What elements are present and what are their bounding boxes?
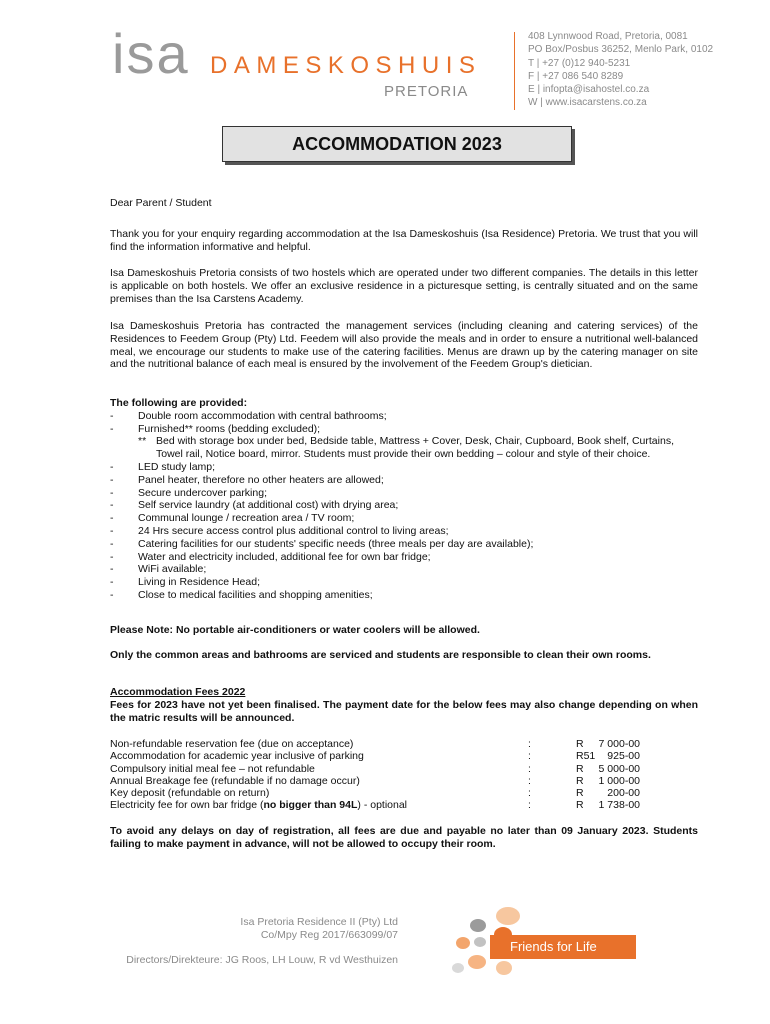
logo-isa: isa — [112, 22, 190, 85]
hostels-paragraph: Isa Dameskoshuis Pretoria consists of two hostels which are operated under two different companies. The details in this letter is applicable on both hostels. We offer an exclusive residence in a picturesque setting, is centrally situated and on the same premises than the Isa Carstens Academy. — [110, 267, 698, 305]
table-row: Electricity fee for own bar fridge (no bigger than 94L) - optional : R 1 738-00 — [110, 799, 640, 812]
fees-intro: Fees for 2023 have not yet been finalised. The payment date for the below fees may also change depending on when the matric results will be announced. — [110, 698, 698, 724]
list-item: - 24 Hrs secure access control plus additional control to living areas; — [110, 524, 449, 537]
contact-postal: PO Box/Posbus 36252, Menlo Park, 0102 — [528, 44, 714, 56]
contact-phone: T | +27 (0)12 940-5231 — [528, 57, 631, 69]
friends-for-life-banner: Friends for Life — [490, 935, 636, 959]
furnished-details: ** Bed with storage box under bed, Bedside table, Mattress + Cover, Desk, Chair, Cupboard, Book shelf, Curtains, Towel rail, Notice board, mirror. Students must provide their own bedding – colour and style of their choice. — [138, 435, 674, 461]
fees-heading: Accommodation Fees 2022 — [110, 686, 246, 698]
list-item: - Close to medical facilities and shopping amenities; — [110, 588, 373, 601]
provided-heading: The following are provided: — [110, 397, 248, 409]
intro-paragraph: Thank you for your enquiry regarding accommodation at the Isa Dameskoshuis (Isa Residence) Pretoria. We trust that you will find the information informative and helpful. — [110, 228, 698, 253]
table-row: Accommodation for academic year inclusive of parking : R51 925-00 — [110, 750, 640, 763]
contact-block — [528, 30, 713, 110]
contact-email[interactable]: E | infopta@isahostel.co.za — [528, 84, 650, 96]
management-paragraph: Isa Dameskoshuis Pretoria has contracted the management services (including cleaning and catering services) of the Residences to Feedem Group (Pty) Ltd. Feedem will also provide the meals and in order to ensure a nutritional well-balanced meal, we encourage our students to make use of the catering facilities. Menus are drawn up by the catering manager on site and the nutritional balance of each meal is ensured by the involvement of the Feedem Group's dietician. — [110, 320, 698, 371]
fees-section — [110, 686, 698, 724]
contact-fax: F | +27 086 540 8289 — [528, 70, 624, 82]
list-item: - LED study lamp; — [110, 460, 216, 473]
list-item: - Self service laundry (at additional cost) with drying area; — [110, 499, 399, 512]
contact-website[interactable]: W | www.isacarstens.co.za — [528, 97, 647, 109]
fees-table — [110, 738, 640, 812]
payment-deadline: To avoid any delays on day of registration, all fees are due and payable no later than 09 January 2023. Students failing to make payment in advance, will not be allowed to occupy their room. — [110, 825, 698, 850]
table-row: Key deposit (refundable on return) : R 200-00 — [110, 787, 640, 800]
logo-name: DAMESKOSHUIS — [210, 52, 482, 79]
list-item: - Double room accommodation with central bathrooms; — [110, 409, 387, 422]
footer-directors: Directors/Direkteure: JG Roos, LH Louw, R vd Westhuizen — [126, 954, 398, 966]
common-areas-note: Only the common areas and bathrooms are serviced and students are responsible to clean their own rooms. — [110, 649, 651, 661]
contact-divider — [514, 32, 515, 110]
list-item: - Secure undercover parking; — [110, 486, 267, 499]
page-title: ACCOMMODATION 2023 — [222, 126, 572, 162]
list-item: - Living in Residence Head; — [110, 576, 260, 589]
list-item: - Furnished** rooms (bedding excluded); — [110, 422, 321, 435]
list-item: - Catering facilities for our students' specific needs (three meals per day are available); — [110, 537, 534, 550]
salutation: Dear Parent / Student — [110, 197, 212, 209]
footer-company: Isa Pretoria Residence II (Pty) Ltd Co/Mpy Reg 2017/663099/07 — [240, 916, 398, 941]
table-row: Non-refundable reservation fee (due on acceptance) : R 7 000-00 — [110, 738, 640, 750]
contact-address: 408 Lynnwood Road, Pretoria, 0081 — [528, 31, 688, 42]
list-item: - Panel heater, therefore no other heaters are allowed; — [110, 473, 384, 486]
provided-list — [110, 397, 698, 602]
list-item: - WiFi available; — [110, 563, 207, 576]
list-item: - Communal lounge / recreation area / TV room; — [110, 512, 355, 525]
logo-city: PRETORIA — [384, 83, 469, 100]
table-row: Compulsory initial meal fee – not refundable : R 5 000-00 — [110, 762, 640, 775]
list-item: - Water and electricity included, additional fee for own bar fridge; — [110, 550, 431, 563]
table-row: Annual Breakage fee (refundable if no damage occur) : R 1 000-00 — [110, 774, 640, 787]
note: Please Note: No portable air-conditioners or water coolers will be allowed. — [110, 624, 480, 636]
